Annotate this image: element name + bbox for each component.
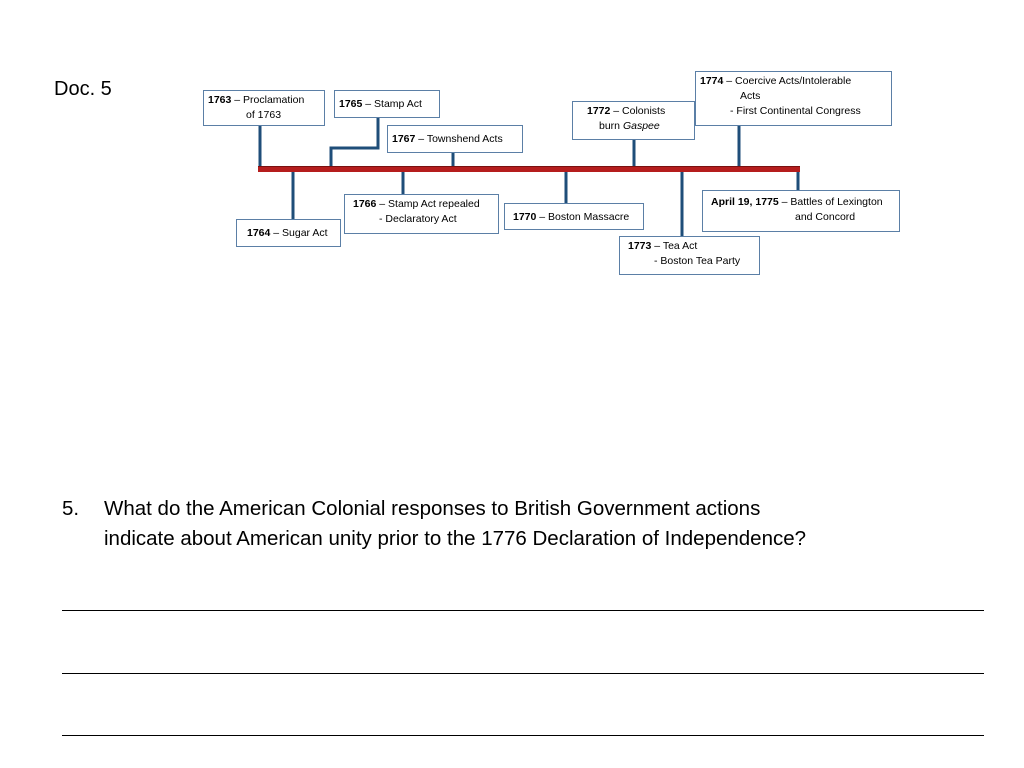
event-1770: 1770 – Boston Massacre bbox=[504, 203, 644, 230]
question-text: What do the American Colonial responses to British Government actions indicate about American unity prior to the 1776 Declaration of Independence? bbox=[104, 497, 807, 550]
event-1765: 1765 – Stamp Act bbox=[334, 90, 440, 118]
event-1773: 1773 – Tea Act - Boston Tea Party bbox=[619, 236, 760, 275]
event-1763: 1763 – Proclamation of 1763 bbox=[203, 90, 325, 126]
doc-label: Doc. 5 bbox=[54, 78, 112, 100]
event-1766: 1766 – Stamp Act repealed - Declaratory Act bbox=[344, 194, 499, 234]
event-1764: 1764 – Sugar Act bbox=[236, 219, 341, 247]
event-1767: 1767 – Townshend Acts bbox=[387, 125, 523, 153]
answer-line-3[interactable] bbox=[62, 735, 984, 736]
event-1772: 1772 – Colonists burn Gaspee bbox=[572, 101, 695, 140]
event-1774: 1774 – Coercive Acts/Intolerable Acts - First Continental Congress bbox=[695, 71, 892, 126]
timeline bbox=[0, 0, 1024, 300]
answer-line-2[interactable] bbox=[62, 673, 984, 674]
question-number: 5. bbox=[62, 497, 80, 520]
event-1775: April 19, 1775 – Battles of Lexington and Concord bbox=[702, 190, 900, 232]
answer-line-1[interactable] bbox=[62, 610, 984, 611]
connector-1765 bbox=[331, 118, 378, 168]
